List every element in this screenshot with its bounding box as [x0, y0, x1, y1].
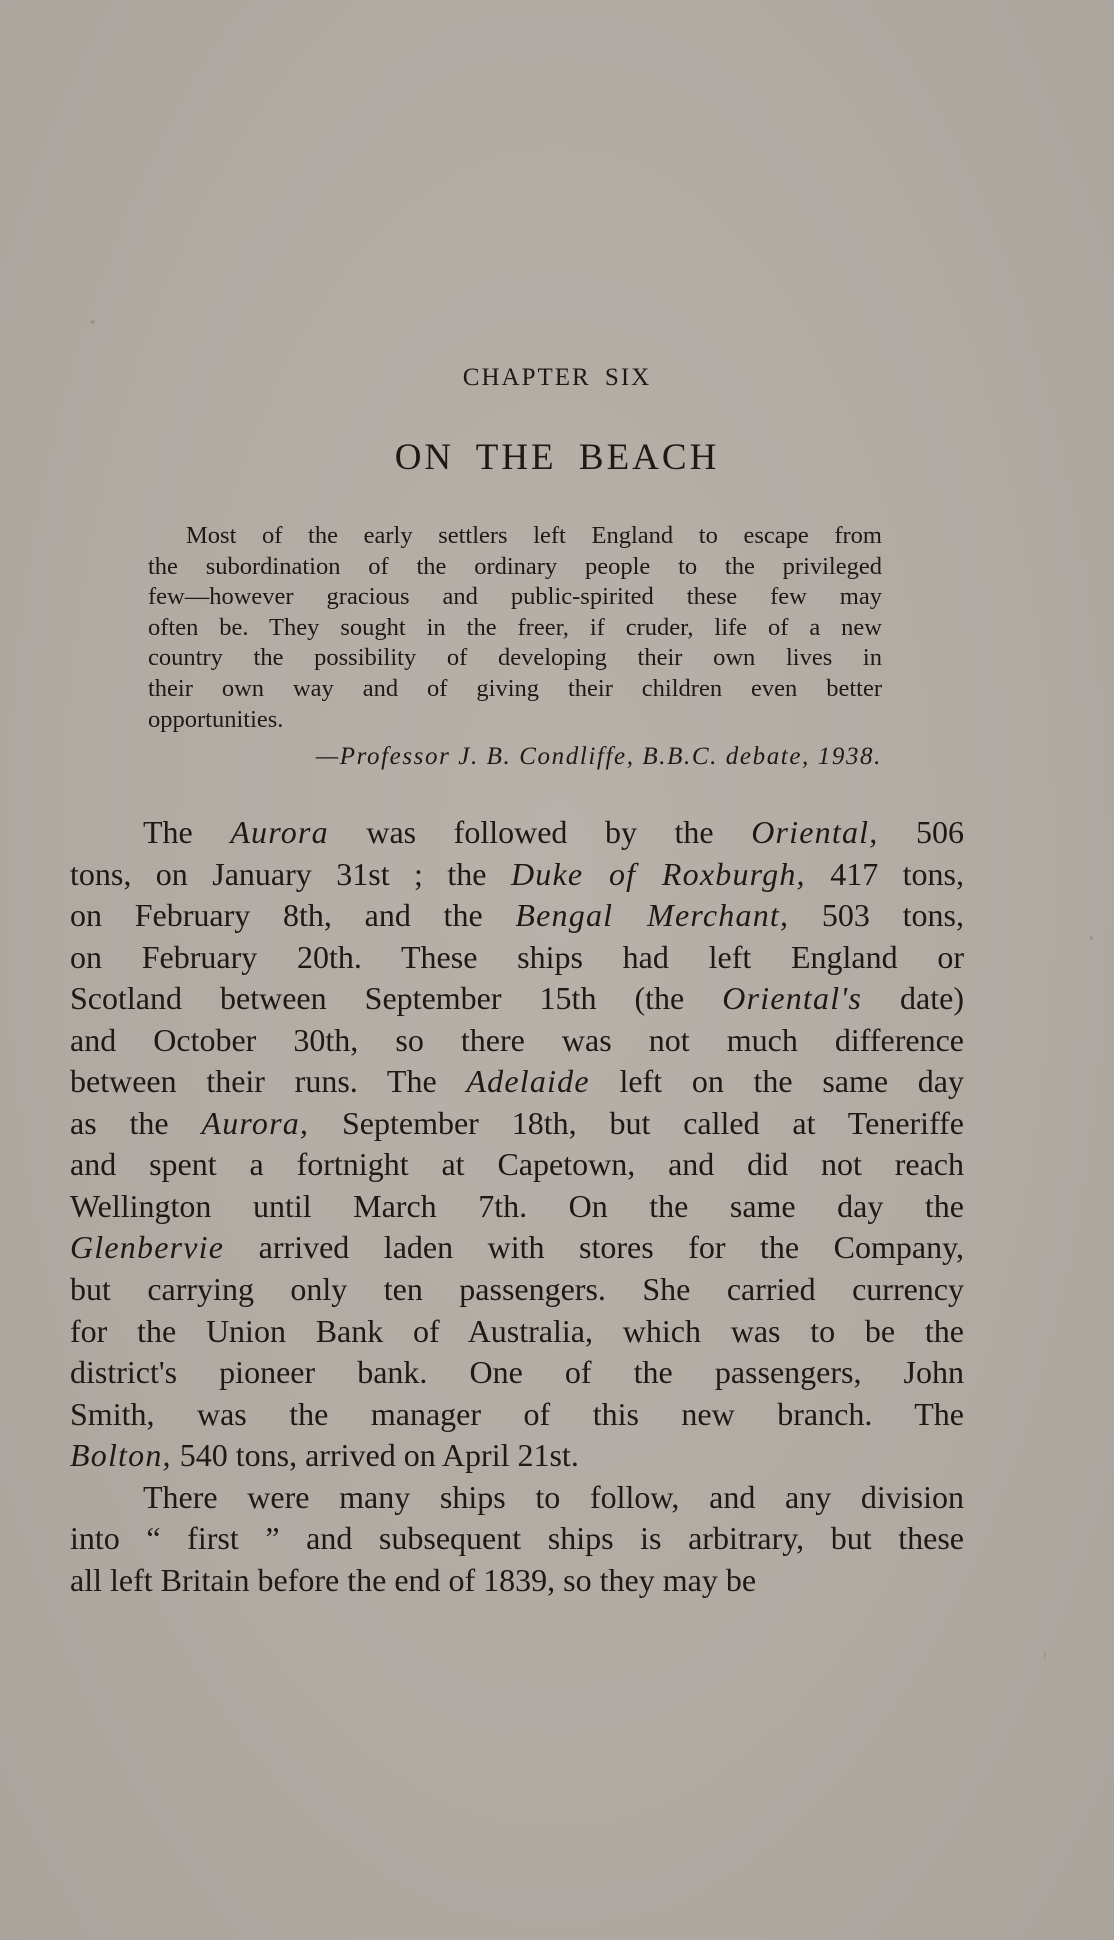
body-line: Glenbervie arrived laden with stores for the Company,	[70, 1229, 964, 1266]
epigraph-line: the subordination of the ordinary people to the privileged	[148, 552, 882, 580]
body-line: There were many ships to follow, and any division	[143, 1478, 964, 1515]
epigraph-line: opportunities.	[148, 705, 284, 733]
epigraph-line: Most of the early settlers left England to escape from	[186, 522, 882, 549]
body-line: and spent a fortnight at Capetown, and did not reach	[70, 1146, 964, 1183]
chapter-title: ON THE BEACH	[394, 437, 720, 478]
body-line: and October 30th, so there was not much difference	[70, 1021, 964, 1058]
epigraph-line: few—however gracious and public-spirited these few may	[148, 583, 882, 611]
ship-name: Oriental's	[722, 980, 863, 1017]
paper-speck	[1044, 1652, 1046, 1658]
body-text	[70, 812, 964, 1601]
ship-name: Adelaide	[466, 1063, 590, 1100]
body-line: Scotland between September 15th (the Oriental's date)	[70, 980, 965, 1017]
ship-name: Aurora	[230, 814, 329, 850]
body-line: Smith, was the manager of this new branch. The	[70, 1395, 964, 1432]
epigraph-attribution: —Professor J. B. Condliffe, B.B.C. debate, 1938.	[315, 743, 882, 770]
body-line: into “ first ” and subsequent ships is arbitrary, but these	[70, 1520, 964, 1557]
ship-name: Glenbervie	[70, 1229, 225, 1266]
body-line: but carrying only ten passengers. She carried currency	[70, 1271, 964, 1308]
epigraph	[148, 521, 882, 735]
ship-name: Bengal Merchant,	[515, 897, 790, 934]
ship-name: Duke of Roxburgh,	[510, 855, 806, 892]
paper-speck	[1090, 936, 1093, 940]
body-line: on February 8th, and the Bengal Merchant, 503 tons,	[70, 897, 965, 934]
body-line: The Aurora was followed by the Oriental, 506	[143, 814, 965, 850]
paper-speck	[90, 320, 95, 324]
epigraph-line: often be. They sought in the freer, if cruder, life of a new	[148, 613, 882, 641]
body-line: Bolton, 540 tons, arrived on April 21st.	[70, 1437, 579, 1474]
body-line: for the Union Bank of Australia, which was to be the	[70, 1312, 964, 1349]
chapter-label: CHAPTER SIX	[462, 364, 652, 391]
epigraph-line: their own way and of giving their children even better	[148, 674, 882, 702]
ship-name: Aurora,	[201, 1104, 310, 1141]
body-line: on February 20th. These ships had left England or	[70, 938, 964, 975]
body-line: district's pioneer bank. One of the passengers, John	[70, 1354, 964, 1391]
body-line: as the Aurora, September 18th, but called at Teneriffe	[70, 1104, 965, 1141]
epigraph-line: country the possibility of developing their own lives in	[148, 644, 882, 672]
ship-name: Bolton,	[70, 1437, 172, 1474]
ship-name: Oriental,	[751, 814, 879, 850]
body-line: between their runs. The Adelaide left on the same day	[70, 1063, 965, 1100]
body-line: Wellington until March 7th. On the same day the	[70, 1187, 964, 1224]
body-line: all left Britain before the end of 1839, so they may be	[70, 1561, 757, 1598]
body-line: tons, on January 31st ; the Duke of Roxburgh, 417 tons,	[70, 855, 965, 892]
